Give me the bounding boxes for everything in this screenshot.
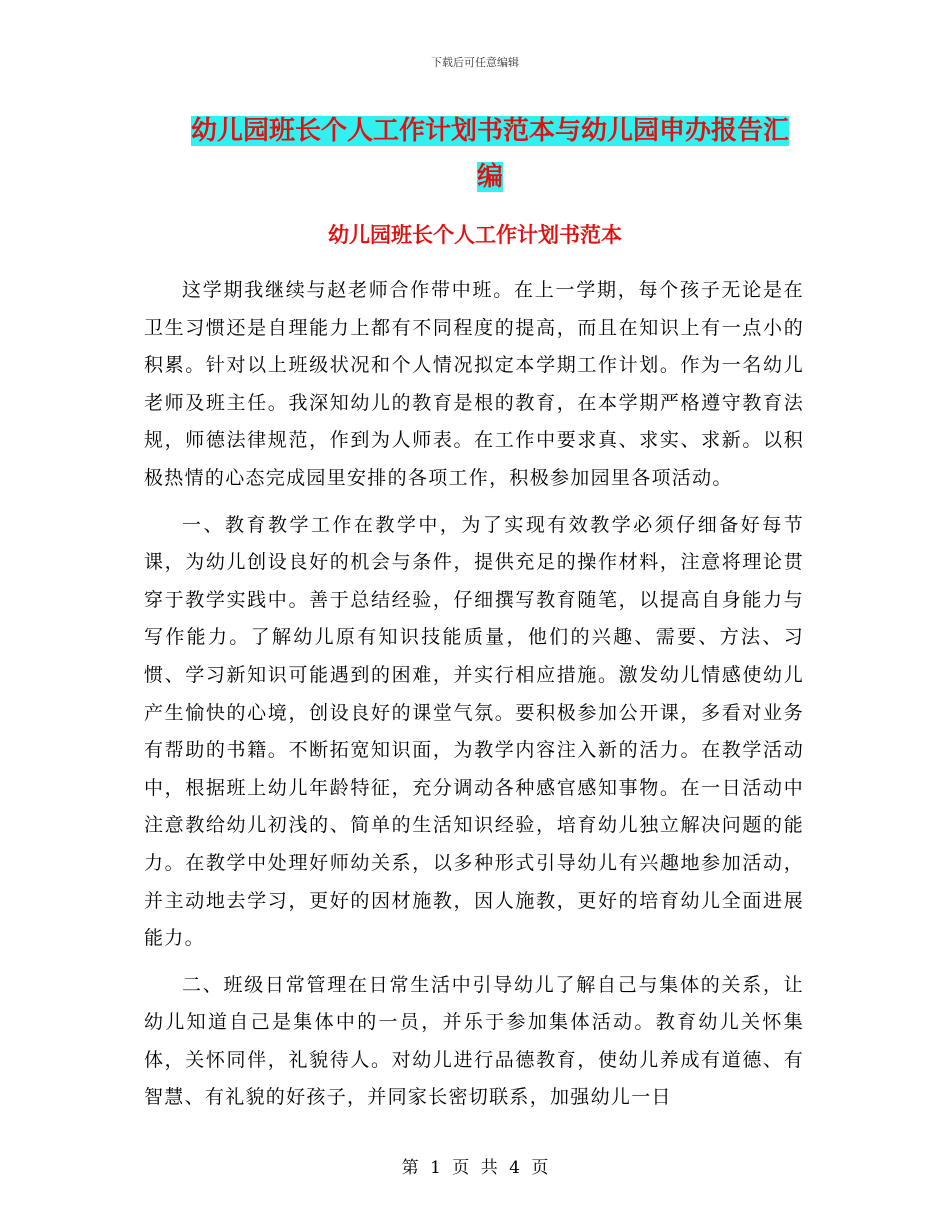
section-title: 幼儿园班长个人工作计划书范本 (328, 223, 622, 247)
page-header-note: 下载后可任意编辑 (431, 56, 519, 69)
document-body (144, 272, 804, 1117)
body-paragraph: 一、教育教学工作在教学中，为了实现有效教学必须仔细备好每节课，为幼儿创设良好的机会与条件，提供充足的操作材料，注意将理论贯穿于教学实践中。善于总结经验，仔细撰写教育随笔，以提高自身能力与写作能力。了解幼儿原有知识技能质量，他们的兴趣、需要、方法、习惯、学习新知识可能遇到的困难，并实行相应措施。激发幼儿情感使幼儿产生愉快的心境，创设良好的课堂气氛。要积极参加公开课，多看对业务有帮助的书籍。不断拓宽知识面，为教学内容注入新的活力。在教学活动中，根据班上幼儿年龄特征，充分调动各种感官感知事物。在一日活动中注意教给幼儿初浅的、简单的生活知识经验，培育幼儿独立解决问题的能力。在教学中处理好师幼关系，以多种形式引导幼儿有兴趣地参加活动，并主动地去学习，更好的因材施教，因人施教，更好的培育幼儿全面进展能力。 (144, 513, 804, 950)
document-title-line2: 编 (476, 162, 503, 192)
document-title (170, 108, 810, 200)
body-paragraph: 二、班级日常管理在日常生活中引导幼儿了解自己与集体的关系，让幼儿知道自己是集体中的一员，并乐于参加集体活动。教育幼儿关怀集体，关怀同伴，礼貌待人。对幼儿进行品德教育，使幼儿养成有道德、有智慧、有礼貌的好孩子，并同家长密切联系，加强幼儿一日 (144, 973, 804, 1109)
document-title-line1: 幼儿园班长个人工作计划书范本与幼儿园申办报告汇 (190, 116, 789, 146)
page-number-footer: 第 1 页 共 4 页 (401, 1158, 549, 1178)
body-paragraph: 这学期我继续与赵老师合作带中班。在上一学期，每个孩子无论是在卫生习惯还是自理能力上都有不同程度的提高，而且在知识上有一点小的积累。针对以上班级状况和个人情况拟定本学期工作计划。作为一名幼儿老师及班主任。我深知幼儿的教育是根的教育，在本学期严格遵守教育法规，师德法律规范，作到为人师表。在工作中要求真、求实、求新。以积极热情的心态完成园里安排的各项工作，积极参加园里各项活动。 (144, 279, 804, 489)
